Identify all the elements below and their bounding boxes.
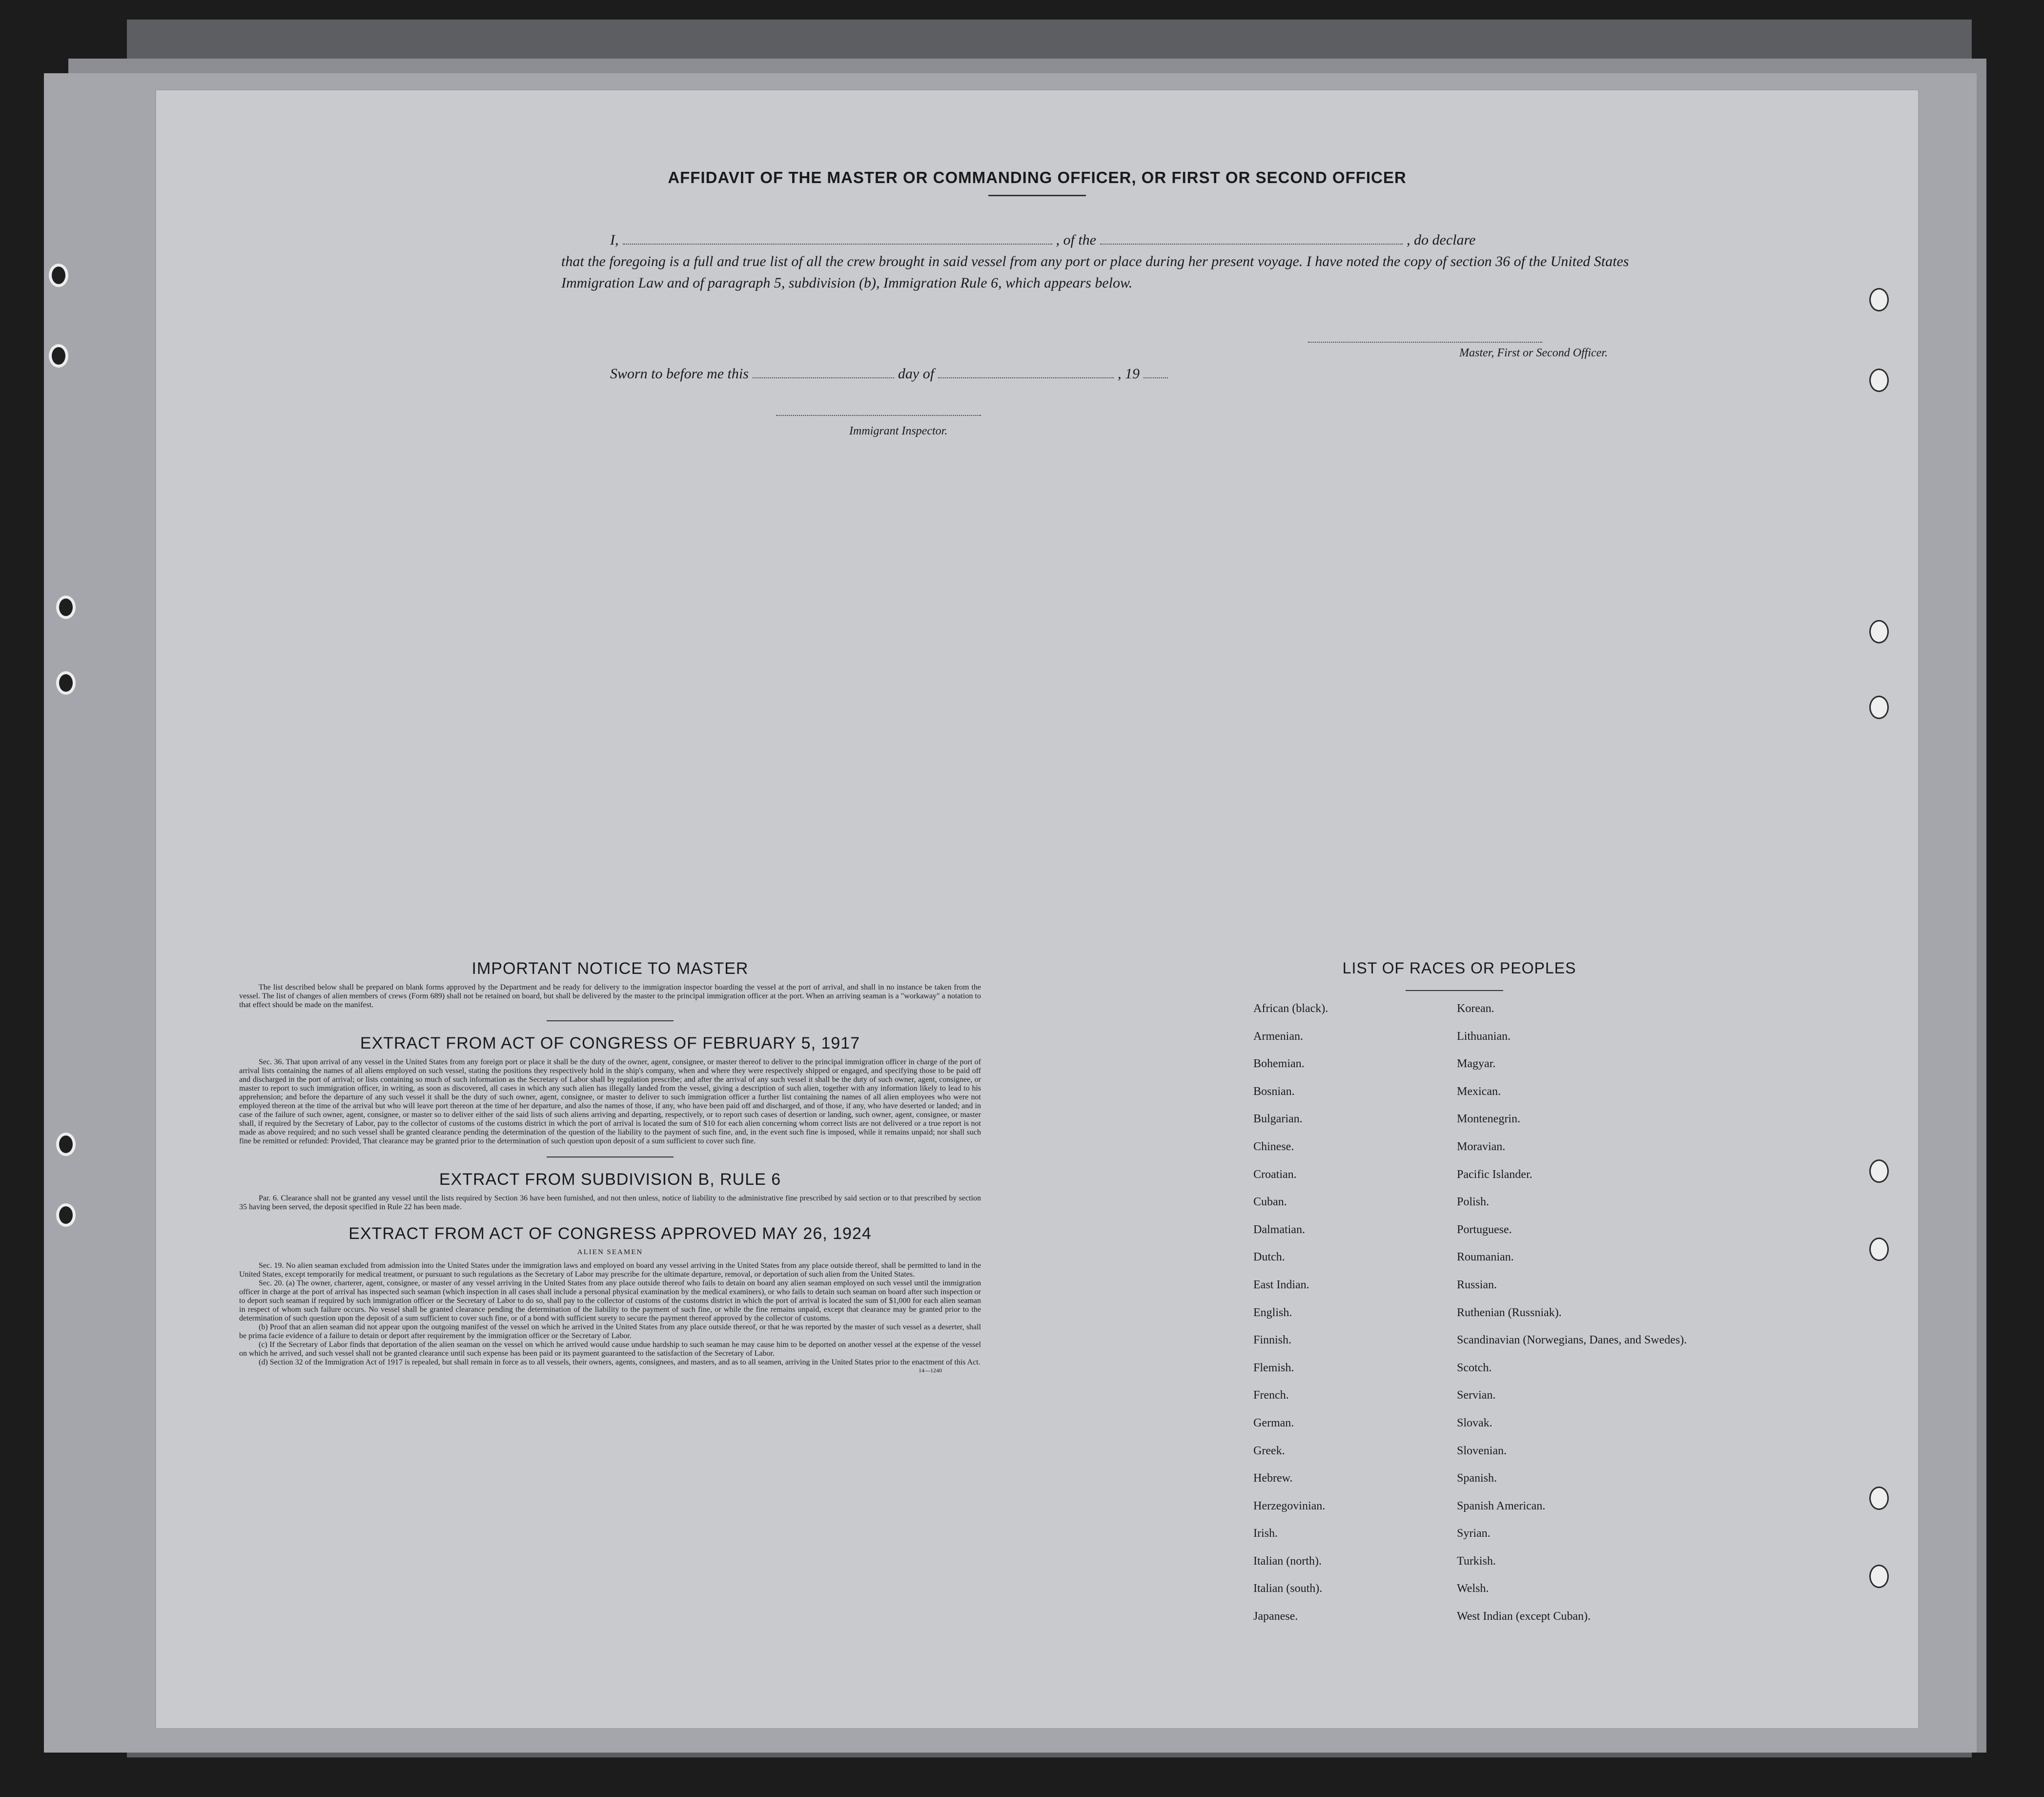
races-column-1	[1253, 1002, 1429, 1638]
race-item: African (black).	[1253, 1002, 1329, 1015]
year-label: , 19	[1118, 366, 1140, 382]
day-of-label: day of	[898, 366, 935, 382]
race-item: Scandinavian (Norwegians, Danes, and Swedes).	[1457, 1334, 1687, 1347]
race-item: Scotch.	[1457, 1361, 1492, 1374]
extract-1917-text: Sec. 36. That upon arrival of any vessel in the United States from any foreign port or place it shall be the duty of the owner, agent, consignee, or master thereof to deliver to the principal immigration officer in charge of the port of arrival lists containing the names of all aliens employed on such vessel, stating the positions they respectively hold in the ship's company, when and where they were respectively shipped or engaged, and specifying those to be paid off and discharged in the port of arrival; or lists containing so much of such information as the Secretary of Labor shall by regulation prescribe; and after the arrival of any such vessel it shall be the duty of such owner, agent, consignee, or master to report to such immigration officer, in writing, as soon as discovered, all cases in which any such alien has illegally landed from the vessel, giving a description of such alien, together with any information likely to lead to his apprehension; and before the departure of any such vessel it shall be the duty of such owner, agent, consignee, or master to deliver to such immigration officer a further list containing the names of all alien employees who were not employed thereon at the time of the arrival but who will leave port thereon at the time of her departure, and also the names of those, if any, who have been paid off and discharged, and of those, if any, who have deserted or landed; and in case of the failure of such owner, agent, consignee, or master so to deliver either of the said lists of such aliens arriving and departing, respectively, or to report such cases of desertion or landing, such owner, agent, consignee, or master shall, if required by the Secretary of Labor, pay to the collector of customs of the customs district in which the port of arrival is located the sum of $10 for each alien concerning whom correct lists are not delivered or a true report is not made as above required; and no such vessel shall be granted clearance pending the determination of the question of the liability to the payment of such fine, and, in the event such fine is imposed, while it remains unpaid; nor shall such fine be remitted or refunded: Provided, That clearance may be granted prior to the determination of such question upon deposit of a sum sufficient to cover such fine.	[239, 1058, 981, 1145]
binder-hole	[56, 596, 76, 619]
race-item: Korean.	[1457, 1002, 1494, 1015]
declaration-line	[561, 229, 1684, 251]
sworn-day-blank[interactable]	[753, 364, 894, 378]
divider	[547, 1020, 674, 1021]
sworn-label: Sworn to before me this	[610, 366, 749, 382]
extract-1924-paragraph: (c) If the Secretary of Labor finds that deportation of the alien seaman on the vessel on which he arrived would cause undue hardship to such seaman he may cause him to be deported on another vessel at the expense of the vessel on which he arrived, and such vessel shall not be granted clearance until such expense has been paid or its payment guaranteed to the satisfaction of the Secretary of Labor.	[239, 1341, 981, 1358]
binder-hole	[49, 264, 68, 287]
extract-1924-subtitle: ALIEN SEAMEN	[577, 1248, 643, 1256]
binder-hole	[1869, 1238, 1889, 1261]
extract-1917-title: EXTRACT FROM ACT OF CONGRESS OF FEBRUARY 5, 1917	[360, 1034, 860, 1053]
race-item: Armenian.	[1253, 1030, 1303, 1043]
race-item: Spanish.	[1457, 1472, 1497, 1485]
sworn-month-blank[interactable]	[938, 364, 1114, 378]
declarant-prefix: I,	[610, 232, 619, 248]
race-item: Bulgarian.	[1253, 1113, 1303, 1126]
binder-hole	[56, 1203, 76, 1227]
race-item: Italian (south).	[1253, 1582, 1323, 1595]
binder-hole	[1869, 1565, 1889, 1588]
extract-1924-title: EXTRACT FROM ACT OF CONGRESS APPROVED MAY 26, 1924	[348, 1224, 872, 1243]
race-item: Russian.	[1457, 1278, 1497, 1291]
race-item: Dutch.	[1253, 1251, 1285, 1264]
extract-rule6-title: EXTRACT FROM SUBDIVISION B, RULE 6	[439, 1170, 781, 1189]
binder-hole	[1869, 369, 1889, 392]
race-item: Portuguese.	[1457, 1223, 1512, 1236]
extract-1924-paragraph: (b) Proof that an alien seaman did not appear upon the outgoing manifest of the vessel on which he arrived in the United States from any place outside thereof, or that he was reported by the master of such vessel as a deserter, shall be prima facie evidence of a failure to detain or deport after requirement by the immigration officer or the Secretary of Labor.	[239, 1323, 981, 1340]
race-item: Bosnian.	[1253, 1085, 1295, 1098]
form-page	[156, 90, 1918, 1728]
race-item: Spanish American.	[1457, 1499, 1546, 1512]
extract-1924-paragraph: (d) Section 32 of the Immigration Act of 1917 is repealed, but shall remain in force as to all vessels, their owners, agents, consignees, and masters, and as to all seamen, arriving in the United States prior to the enactment of this Act.	[259, 1358, 981, 1366]
race-item: Greek.	[1253, 1444, 1285, 1457]
race-item: Polish.	[1457, 1196, 1490, 1209]
binder-hole	[1869, 696, 1889, 719]
race-item: Finnish.	[1253, 1334, 1292, 1347]
race-item: Bohemian.	[1253, 1057, 1305, 1071]
binder-hole	[1869, 288, 1889, 311]
race-item: Pacific Islander.	[1457, 1168, 1533, 1181]
race-item: French.	[1253, 1389, 1289, 1402]
extract-1924-paragraph: Sec. 19. No alien seaman excluded from admission into the United States under the immigration laws and employed on board any vessel arriving in the United States from any place outside thereof, shall be permitted to land in the United States, except temporarily for medical treatment, or pursuant to such regulations as the Secretary of Labor may prescribe for the ultimate departure, removal, or deportation of such alien from the United States.	[239, 1261, 981, 1279]
race-item: Cuban.	[1253, 1196, 1287, 1209]
binder-hole	[56, 671, 76, 695]
sworn-line	[610, 364, 1172, 382]
race-item: Dalmatian.	[1253, 1223, 1305, 1236]
divider	[1406, 990, 1503, 991]
binder-hole	[1869, 1159, 1889, 1183]
binder-hole	[1869, 620, 1889, 643]
race-item: Turkish.	[1457, 1554, 1496, 1568]
binder-hole	[56, 1133, 76, 1156]
binder-hole	[1869, 1487, 1889, 1510]
race-item: Servian.	[1457, 1389, 1496, 1402]
inspector-label: Immigrant Inspector.	[849, 425, 948, 437]
race-item: Herzegovinian.	[1253, 1499, 1326, 1512]
race-item: English.	[1253, 1306, 1292, 1319]
race-item: Croatian.	[1253, 1168, 1297, 1181]
form-number: 14—1240	[919, 1367, 942, 1374]
binder-hole	[49, 344, 68, 368]
race-item: Magyar.	[1457, 1057, 1496, 1071]
sworn-year-blank[interactable]	[1144, 364, 1168, 378]
notice-title: IMPORTANT NOTICE TO MASTER	[471, 959, 749, 978]
vessel-name-blank[interactable]	[1100, 230, 1403, 245]
officer-name-blank[interactable]	[623, 230, 1052, 245]
extract-1924-paragraph: Sec. 20. (a) The owner, charterer, agent, consignee, or master of any vessel arriving in the United States from any place outside thereof who fails to detain on board any alien seaman employed on such vessel until the immigration officer in charge at the port of arrival has inspected such seaman (which inspection in all cases shall include a personal physical examination by the medical examiners), or who fails to detain such seaman on board after such inspection or to deport such seaman if required by such immigration officer or the Secretary of Labor to do so, shall pay to the collector of customs of the customs district in which the port of arrival is located the sum of $1,000 for each alien seaman in respect of whom such failure occurs. No vessel shall be granted clearance pending the determination of the liability to the payment of such fine, or while the fine remains unpaid, except that clearance may be granted prior to the determination of such question upon the deposit of a sum sufficient to cover such fine, or of a bond with sufficient surety to secure the payment thereof approved by the collector of customs.	[239, 1279, 981, 1322]
signature-line[interactable]	[1308, 342, 1542, 343]
race-item: Slovak.	[1457, 1416, 1492, 1429]
declare-label: , do declare	[1407, 232, 1476, 248]
affidavit-heading	[156, 168, 1918, 196]
race-item: Lithuanian.	[1457, 1030, 1511, 1043]
race-item: Montenegrin.	[1457, 1113, 1520, 1126]
race-item: Welsh.	[1457, 1582, 1489, 1595]
race-item: Flemish.	[1253, 1361, 1294, 1374]
race-item: Japanese.	[1253, 1610, 1298, 1623]
races-column-2	[1457, 1002, 1701, 1638]
race-item: German.	[1253, 1416, 1294, 1429]
race-item: Syrian.	[1457, 1527, 1491, 1540]
race-item: Mexican.	[1457, 1085, 1501, 1098]
race-item: Moravian.	[1457, 1140, 1506, 1153]
extract-rule6-text: Par. 6. Clearance shall not be granted any vessel until the lists required by Section 36 have been furnished, and not then unless, notice of liability to the administrative fine prescribed by said section or to that prescribed by section 35 having been served, the deposit specified in Rule 22 has been made.	[239, 1194, 981, 1211]
race-item: Ruthenian (Russniak).	[1457, 1306, 1562, 1319]
divider	[988, 195, 1086, 196]
notice-text: The list described below shall be prepared on blank forms approved by the Department and be ready for delivery to the immigration inspector boarding the vessel at the port of arrival, and shall in no instance be taken from the vessel. The list of changes of alien members of crews (Form 689) shall not be retained on board, but shall be delivered by the master to the principal immigration officer at the port. When an arriving seaman is a "workaway" a notation to that effect should be made on the manifest.	[239, 983, 981, 1009]
race-item: Roumanian.	[1457, 1251, 1514, 1264]
race-item: Hebrew.	[1253, 1472, 1293, 1485]
legal-notices	[239, 959, 981, 1374]
races-title: LIST OF RACES OR PEOPLES	[1342, 959, 1576, 977]
race-item: West Indian (except Cuban).	[1457, 1610, 1591, 1623]
inspector-signature-line[interactable]	[776, 415, 981, 416]
race-item: Slovenian.	[1457, 1444, 1507, 1457]
affidavit-title: AFFIDAVIT OF THE MASTER OR COMMANDING OFFICER, OR FIRST OR SECOND OFFICER	[668, 168, 1407, 186]
affidavit-text: that the foregoing is a full and true list of all the crew brought in said vessel from any port or place during her present voyage. I have noted the copy of section 36 of the United States Immigration Law and of paragraph 5, subdivision (b), Immigration Rule 6, which appears below.	[561, 253, 1629, 291]
affidavit-body	[561, 229, 1684, 294]
of-the-label: , of the	[1056, 232, 1096, 248]
race-item: Chinese.	[1253, 1140, 1294, 1153]
race-item: Italian (north).	[1253, 1554, 1322, 1568]
race-item: Irish.	[1253, 1527, 1278, 1540]
race-item: East Indian.	[1253, 1278, 1309, 1291]
signature-label: Master, First or Second Officer.	[1459, 347, 1608, 359]
